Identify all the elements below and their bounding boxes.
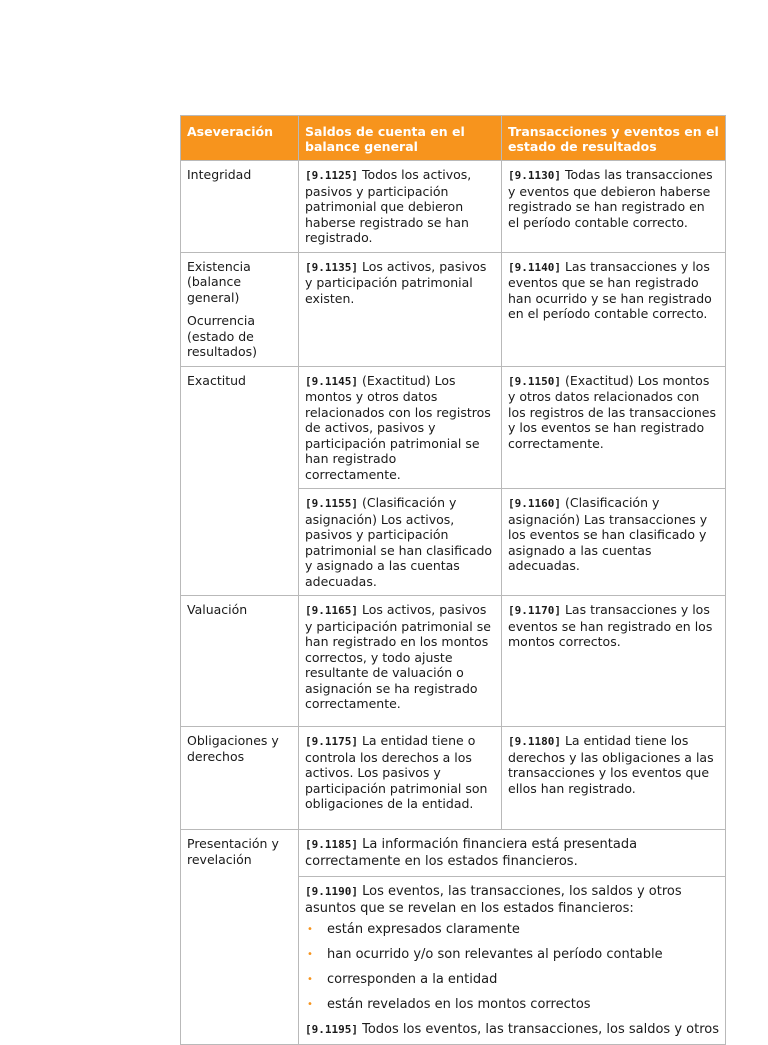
assertion-label: Obligaciones y derechos <box>181 727 299 830</box>
cell-text: (Exactitud) Los montos y otros datos relacionados con los registros de activos, pasivos y participación patrimonial se han registrado correctamente. <box>305 372 491 482</box>
header-aseveracion: Aseveración <box>181 116 299 161</box>
paragraph-ref: [9.1195] <box>305 1023 358 1036</box>
balance-cell <box>299 596 502 727</box>
bullet-icon: • <box>307 999 313 1010</box>
balance-cell <box>299 366 502 489</box>
cell-text: Todos los activos, pasivos y participación patrimonial que debieron haberse registrado se han registrado. <box>305 167 472 245</box>
assertion-label: Valuación <box>181 596 299 727</box>
presentation-cell <box>299 877 726 1045</box>
cell-paragraph <box>305 883 719 917</box>
paragraph-ref: [9.1165] <box>305 604 358 617</box>
cell-text: La entidad tiene los derechos y las obligaciones a las transacciones y los eventos que ellos han registrado. <box>508 733 714 796</box>
paragraph-ref: [9.1155] <box>305 497 358 510</box>
assertion-label: Presentación y revelación <box>181 830 299 1045</box>
cell-text: Los activos, pasivos y participación patrimonial existen. <box>305 258 487 306</box>
cell-text: Los eventos, las transacciones, los saldos y otros asuntos que se revelan en los estados financieros: <box>305 884 682 916</box>
cell-text: Todas las transacciones y eventos que debieron haberse registrado se han registrado en el período contable correcto. <box>508 167 713 230</box>
paragraph-ref: [9.1180] <box>508 735 561 748</box>
paragraph-ref: [9.1130] <box>508 169 561 182</box>
paragraph-ref: [9.1125] <box>305 169 358 182</box>
table-header-row <box>181 116 726 161</box>
list-item <box>305 996 719 1013</box>
cell-text: (Clasificación y asignación) Las transacciones y los eventos se han clasificado y asignado a las cuentas adecuadas. <box>508 495 708 573</box>
paragraph-ref: [9.1145] <box>305 374 358 388</box>
table-row <box>181 252 726 366</box>
assertion-label-cell <box>181 252 299 366</box>
list-item-text: están expresados claramente <box>327 922 520 937</box>
balance-cell <box>299 161 502 253</box>
list-item <box>305 971 719 988</box>
results-cell <box>502 489 726 596</box>
paragraph-ref: [9.1150] <box>508 374 561 388</box>
paragraph-ref: [9.1190] <box>305 885 358 898</box>
bullet-icon: • <box>307 974 313 985</box>
assertion-label: Existencia (balance general) <box>187 258 251 305</box>
results-cell <box>502 727 726 830</box>
paragraph-ref: [9.1175] <box>305 735 358 748</box>
list-item-text: corresponden a la entidad <box>327 972 498 987</box>
paragraph-ref: [9.1140] <box>508 260 561 274</box>
table-row <box>181 830 726 877</box>
list-item <box>305 921 719 938</box>
balance-cell <box>299 727 502 830</box>
list-item-text: están revelados en los montos correctos <box>327 997 591 1012</box>
bullet-list <box>305 921 719 1013</box>
assertion-label: Integridad <box>181 161 299 253</box>
balance-cell <box>299 489 502 596</box>
table-row <box>181 366 726 489</box>
cell-text: (Clasificación y asignación) Los activos, pasivos y participación patrimonial se han clasificado y asignado a las cuentas adecuadas. <box>305 495 493 589</box>
header-balance-general: Saldos de cuenta en el balance general <box>299 116 502 161</box>
cell-text: La información financiera está presentada correctamente en los estados financieros. <box>305 837 638 869</box>
bullet-icon: • <box>307 924 313 935</box>
cell-text: Todos los eventos, las transacciones, los saldos y otros <box>357 1022 720 1037</box>
paragraph-ref: [9.1185] <box>305 838 358 851</box>
paragraph-ref: [9.1160] <box>508 497 561 510</box>
results-cell <box>502 161 726 253</box>
header-estado-resultados: Transacciones y eventos en el estado de resultados <box>502 116 726 161</box>
assertion-label: Ocurrencia (estado de resultados) <box>187 313 257 359</box>
presentation-cell <box>299 830 726 877</box>
bullet-icon: • <box>307 949 313 960</box>
cell-text: Los activos, pasivos y participación patrimonial se han registrado en los montos correctos, y todo ajuste resultante de valuación o asignación se ha registrado correctamente. <box>305 602 491 711</box>
cell-text: Las transacciones y los eventos se han registrado en los montos correctos. <box>508 602 713 649</box>
paragraph-ref: [9.1135] <box>305 260 358 274</box>
table-row <box>181 727 726 830</box>
list-item <box>305 946 719 963</box>
list-item-text: han ocurrido y/o son relevantes al período contable <box>327 947 663 962</box>
results-cell <box>502 366 726 489</box>
table-row <box>181 596 726 727</box>
cell-text: (Exactitud) Los montos y otros datos relacionados con los registros de las transacciones y los eventos se han registrado correctamente. <box>508 372 716 451</box>
assertions-table <box>180 115 726 1045</box>
paragraph-ref: [9.1170] <box>508 604 561 617</box>
results-cell <box>502 252 726 366</box>
cell-text: Las transacciones y los eventos que se han registrado han ocurrido y se han registrado en el período contable correcto. <box>508 258 712 321</box>
table-row <box>181 161 726 253</box>
balance-cell <box>299 252 502 366</box>
cell-text: La entidad tiene o controla los derechos a los activos. Los pasivos y participación patrimonial son obligaciones de la entidad. <box>305 733 488 811</box>
assertion-label: Exactitud <box>181 366 299 596</box>
results-cell <box>502 596 726 727</box>
